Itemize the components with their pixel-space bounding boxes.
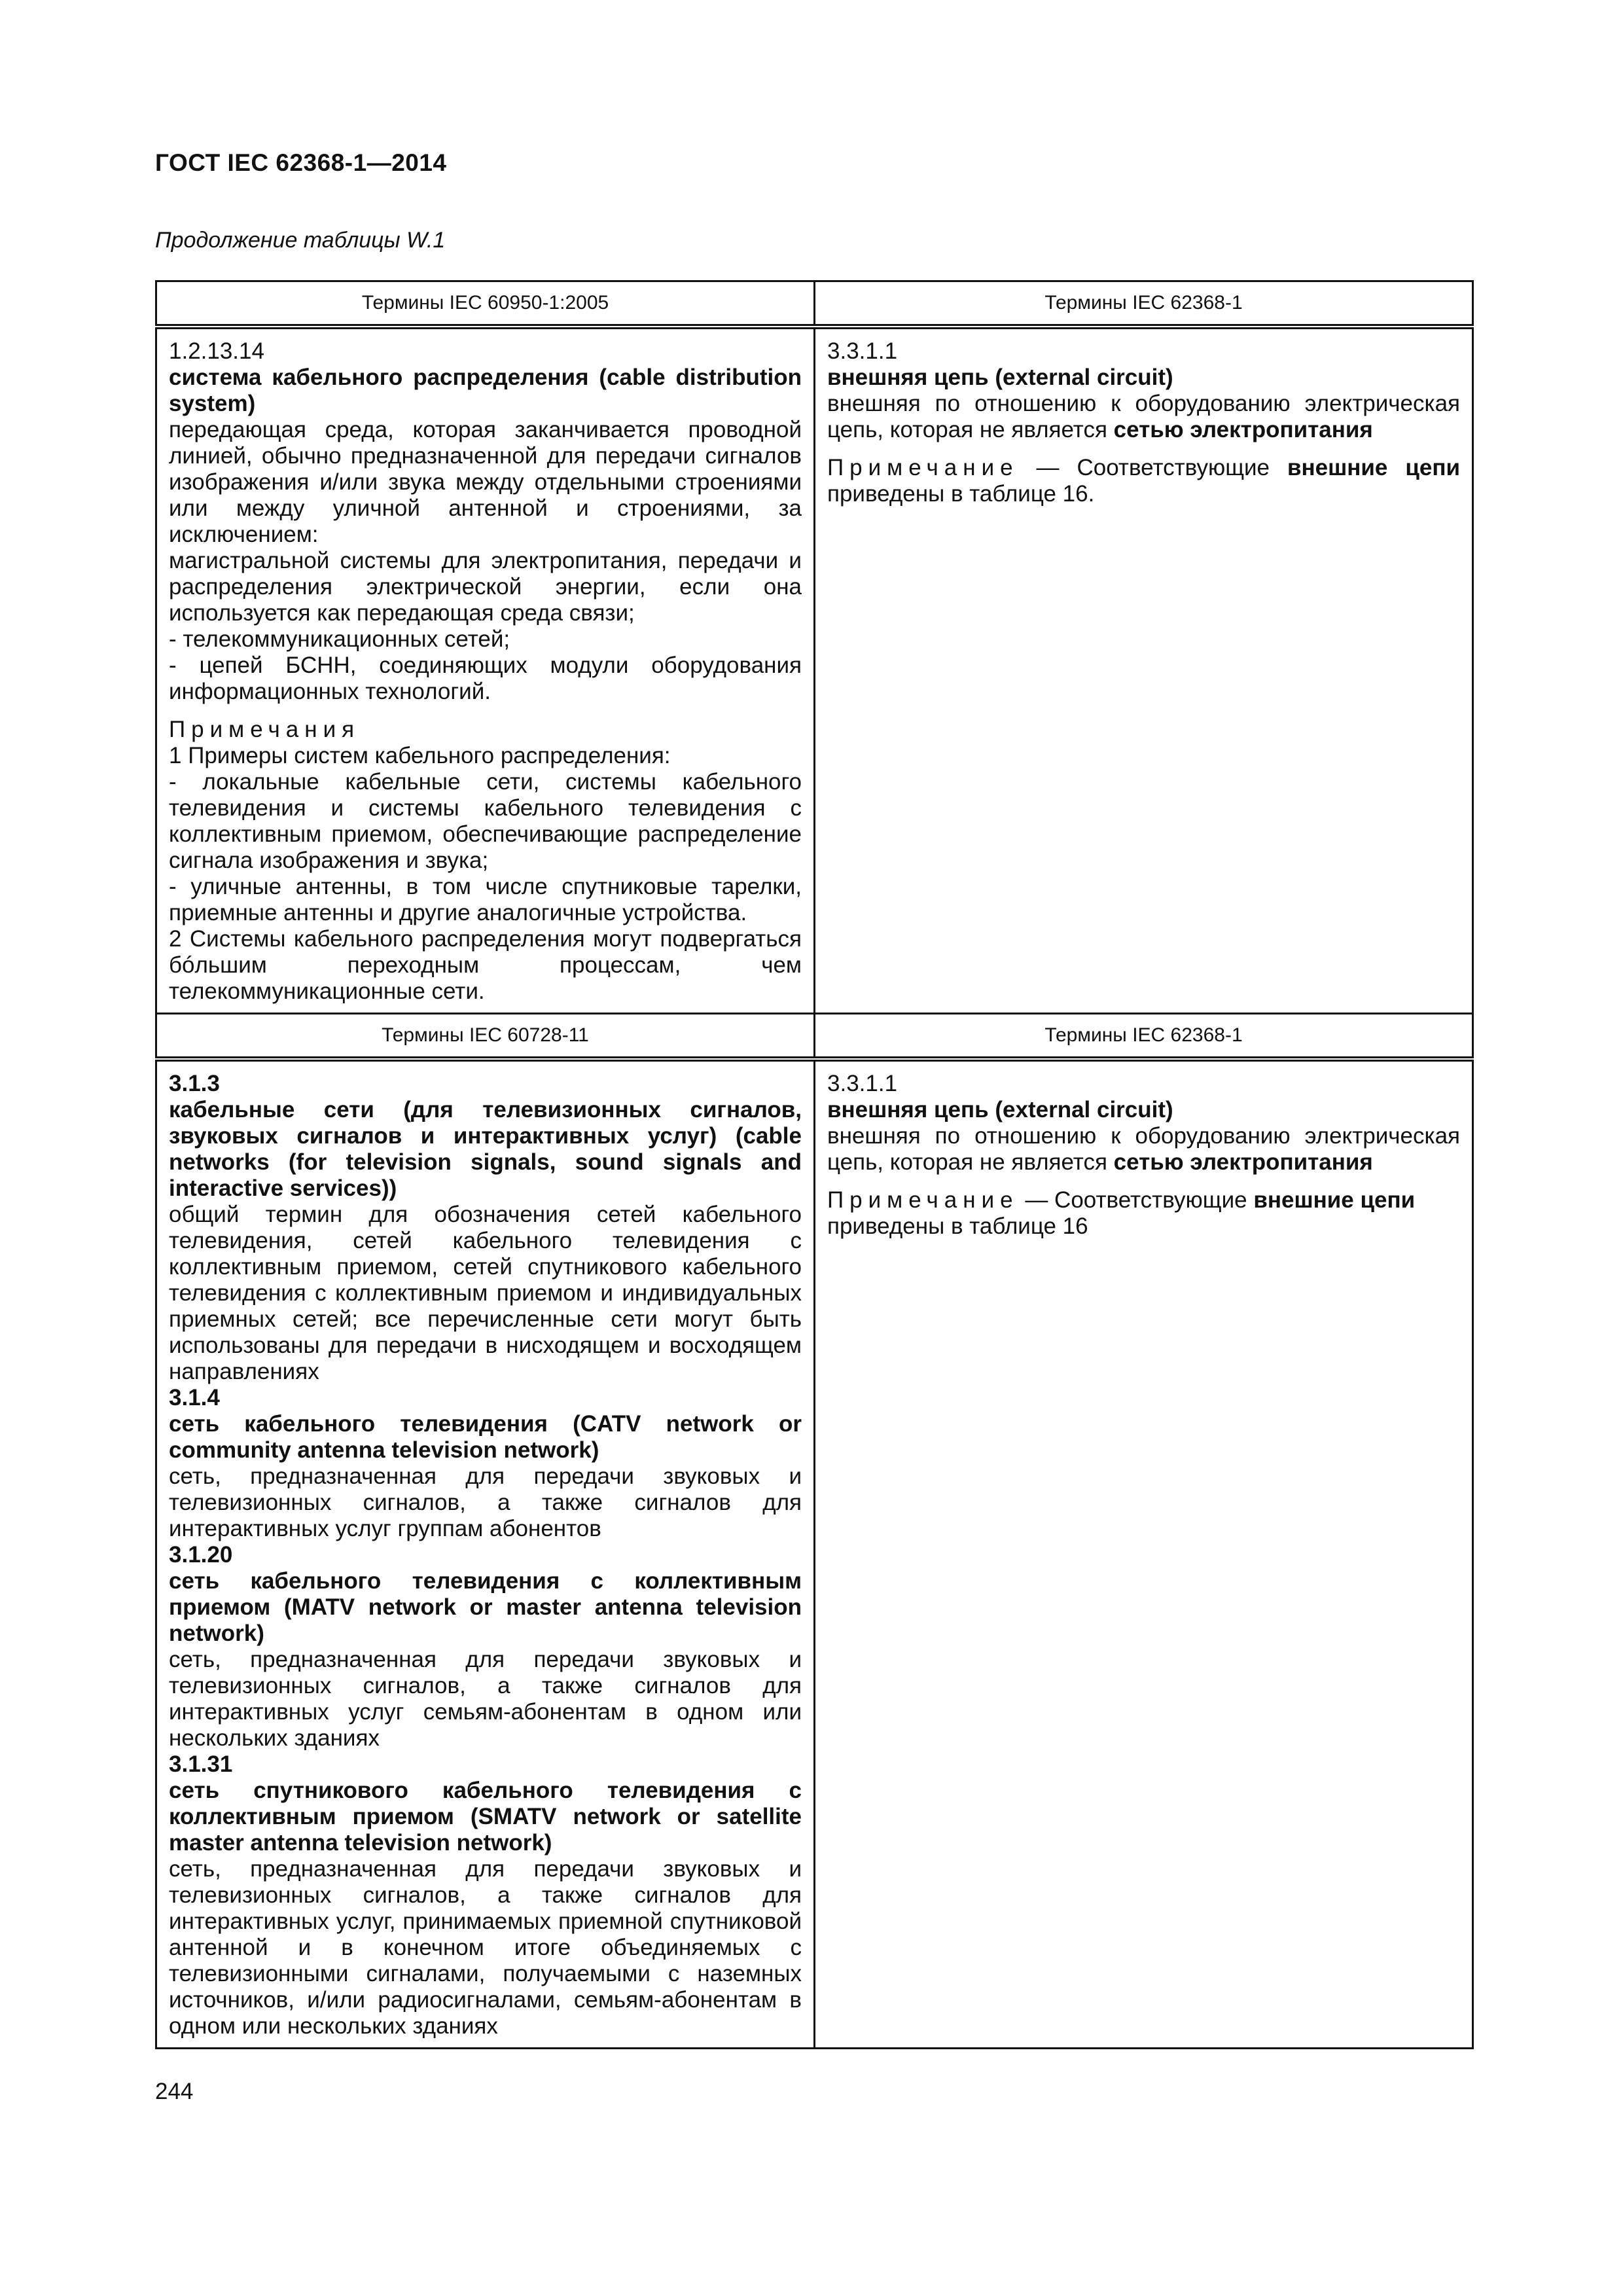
table-header-row [156,281,1473,327]
term-title: внешняя цепь (external circuit) [827,1097,1173,1122]
left-term-cell [156,327,815,1014]
table-row [156,327,1473,1014]
column-header-right: Термины IEC 62368-1 [815,281,1473,327]
right-term-cell [815,327,1473,1014]
term-definition: передающая среда, которая заканчивается проводной линией, обычно предназначенной для передачи сигналов изображения и/или звука между отдельными строениями или между уличной антенной и строениями, за исключением: [169,417,802,547]
document-standard-header: ГОСТ IEC 62368-1—2014 [155,149,447,176]
note-item: 1 Примеры систем кабельного распределения: [169,743,671,768]
note-item: - локальные кабельные сети, системы кабельного телевидения и системы кабельного телевидения с коллективным приемом, обеспечивающие распределение сигнала изображения и звука; [169,769,802,873]
exception-item: - телекоммуникационных сетей; [169,626,510,652]
note-emphasis: внешние цепи [1287,455,1460,480]
terms-comparison-table [155,280,1474,2049]
term-definition: сеть, предназначенная для передачи звуковых и телевизионных сигналов, а также сигналов для интерактивных услуг группам абонентов [169,1463,802,1541]
table-caption: Продолжение таблицы W.1 [155,228,446,253]
term-code: 3.3.1.1 [827,338,898,364]
term-definition: сеть, предназначенная для передачи звуковых и телевизионных сигналов, а также сигналов для интерактивных услуг семьям-абонентам в одном или нескольких зданиях [169,1647,802,1751]
definition-text: внешняя по отношению к оборудованию электрическая цепь, которая не является [827,391,1460,442]
note-text: приведены в таблице 16. [827,481,1095,507]
definition-emphasis: сетью электропитания [1113,1149,1373,1175]
note-label: Примечание [827,455,1019,480]
column-header-left: Термины IEC 60950-1:2005 [156,281,815,327]
column-header-left: Термины IEC 60728-11 [156,1014,815,1060]
exception-item: магистральной системы для электропитания, передачи и распределения электрической энергии, если она используется как передающая среда связи; [169,548,802,626]
term-title: кабельные сети (для телевизионных сигналов, звуковых сигналов и интерактивных услуг) (cable networks (for television signals, sound signals and interactive services)) [169,1097,802,1201]
right-term-cell [815,1059,1473,2049]
note-emphasis: внешние цепи [1253,1187,1416,1213]
note-item: 2 Системы кабельного распределения могут подвергаться бóльшим переходным процессам, чем телекоммуникационные сети. [169,926,802,1004]
term-definition: сеть, предназначенная для передачи звуковых и телевизионных сигналов, а также сигналов для интерактивных услуг, принимаемых приемной спутниковой антенной и в конечном итоге объединяемых с телевизионными сигналами, получаемыми с наземных источников, и/или радиосигналами, семьям-абонентам в одном или нескольких зданиях [169,1856,802,2039]
term-title: система кабельного распределения (cable distribution system) [169,365,802,416]
note-text: — Соответствующие [1025,1187,1247,1213]
term-definition: общий термин для обозначения сетей кабельного телевидения, сетей кабельного телевидения с коллективным приемом, сетей спутникового кабельного телевидения с коллективным приемом и индивидуальных приемных сетей; все перечисленные сети могут быть использованы для передачи в нисходящем и восходящем направлениях [169,1202,802,1384]
table-header-row [156,1014,1473,1060]
notes-label: Примечания [169,717,361,742]
term-title: сеть спутникового кабельного телевидения с коллективным приемом (SMATV network or satellite master antenna television network) [169,1778,802,1856]
term-code: 1.2.13.14 [169,338,264,364]
left-term-cell [156,1059,815,2049]
page-number: 244 [155,2079,194,2104]
exception-item: - цепей БСНН, соединяющих модули оборудования информационных технологий. [169,653,802,704]
definition-text: внешняя по отношению к оборудованию электрическая цепь, которая не является [827,1123,1460,1175]
note-item: - уличные антенны, в том числе спутниковые тарелки, приемные антенны и другие аналогичные устройства. [169,874,802,925]
term-note [827,455,1460,507]
table-row [156,1059,1473,2049]
term-code: 3.1.4 [169,1385,220,1410]
term-title: внешняя цепь (external circuit) [827,365,1173,390]
term-title: сеть кабельного телевидения с коллективным приемом (MATV network or master antenna television network) [169,1568,802,1646]
term-definition [827,391,1460,443]
term-note [827,1187,1460,1240]
term-title: сеть кабельного телевидения (CATV network or community antenna television network) [169,1411,802,1463]
term-code: 3.1.31 [169,1751,233,1777]
definition-emphasis: сетью электропитания [1113,417,1373,442]
term-definition [827,1123,1460,1175]
note-text: — Соответствующие [1036,455,1270,480]
term-code: 3.1.20 [169,1542,233,1568]
term-code: 3.1.3 [169,1071,220,1096]
column-header-right: Термины IEC 62368-1 [815,1014,1473,1060]
note-text: приведены в таблице 16 [827,1213,1088,1239]
term-code: 3.3.1.1 [827,1071,898,1096]
note-label: Примечание [827,1187,1019,1213]
